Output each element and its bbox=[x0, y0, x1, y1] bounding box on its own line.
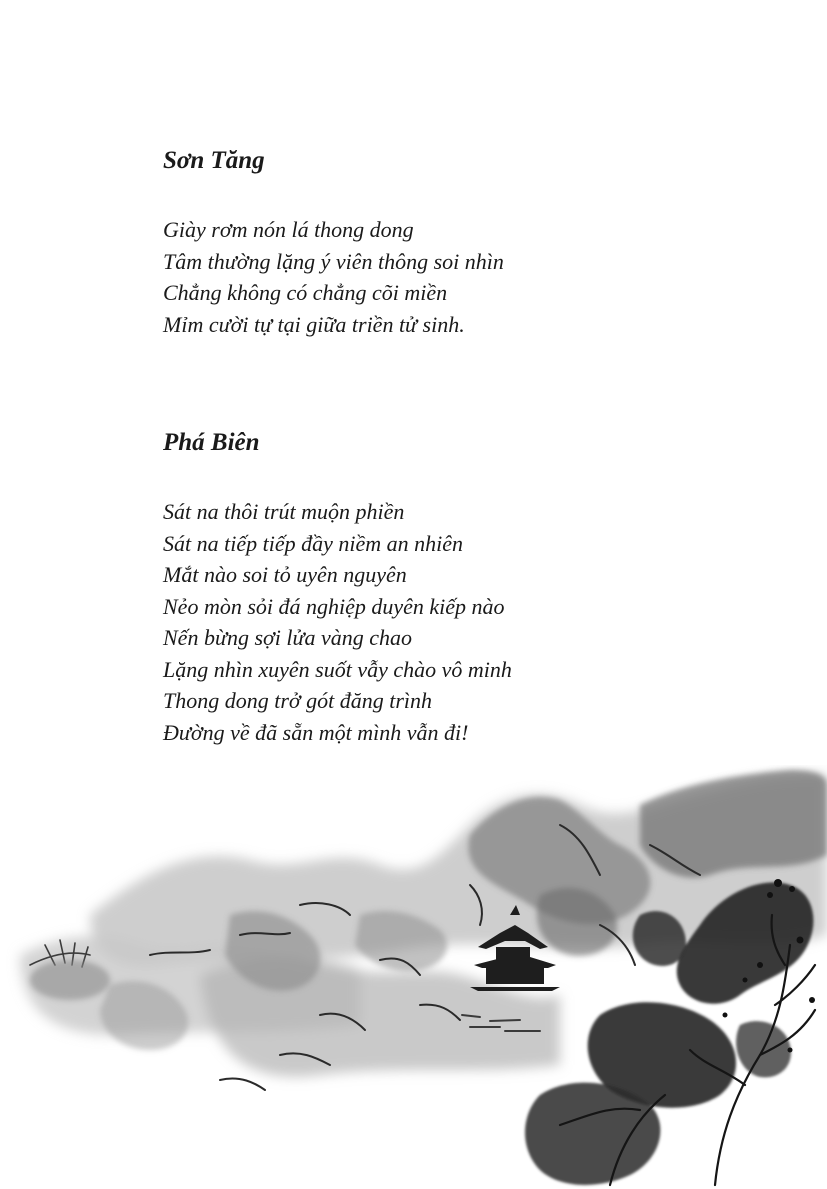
ink-landscape-illustration bbox=[0, 765, 827, 1189]
poem-line: Đường về đã sẵn một mình vẫn đi! bbox=[163, 719, 469, 745]
poem-line: Nến bừng sợi lửa vàng chao bbox=[163, 625, 412, 650]
poem-line: Mắt nào soi tỏ uyên nguyên bbox=[163, 562, 407, 587]
poem-line: Mỉm cười tự tại giữa triền tử sinh. bbox=[163, 311, 465, 337]
poem-line: Nẻo mòn sỏi đá nghiệp duyên kiếp nào bbox=[163, 593, 505, 619]
poem-line: Tâm thường lặng ý viên thông soi nhìn bbox=[163, 248, 504, 274]
poem-stanza bbox=[163, 214, 723, 340]
poem-line: Sát na thôi trút muộn phiền bbox=[163, 499, 405, 524]
poem-pha-bien bbox=[163, 428, 723, 748]
poem-line: Giày rơm nón lá thong dong bbox=[163, 217, 414, 242]
poem-title: Phá Biên bbox=[163, 429, 260, 456]
poem-son-tang bbox=[163, 146, 723, 340]
poem-stanza bbox=[163, 496, 723, 748]
poem-title: Sơn Tăng bbox=[163, 147, 265, 174]
poem-line: Thong dong trở gót đăng trình bbox=[163, 688, 433, 713]
left-shrub-foliage bbox=[30, 960, 110, 1000]
poem-line: Lặng nhìn xuyên suốt vẫy chào vô minh bbox=[163, 656, 512, 682]
poem-line: Chẳng không có chẳng cõi miền bbox=[163, 280, 448, 305]
poem-line: Sát na tiếp tiếp đầy niềm an nhiên bbox=[163, 530, 463, 556]
